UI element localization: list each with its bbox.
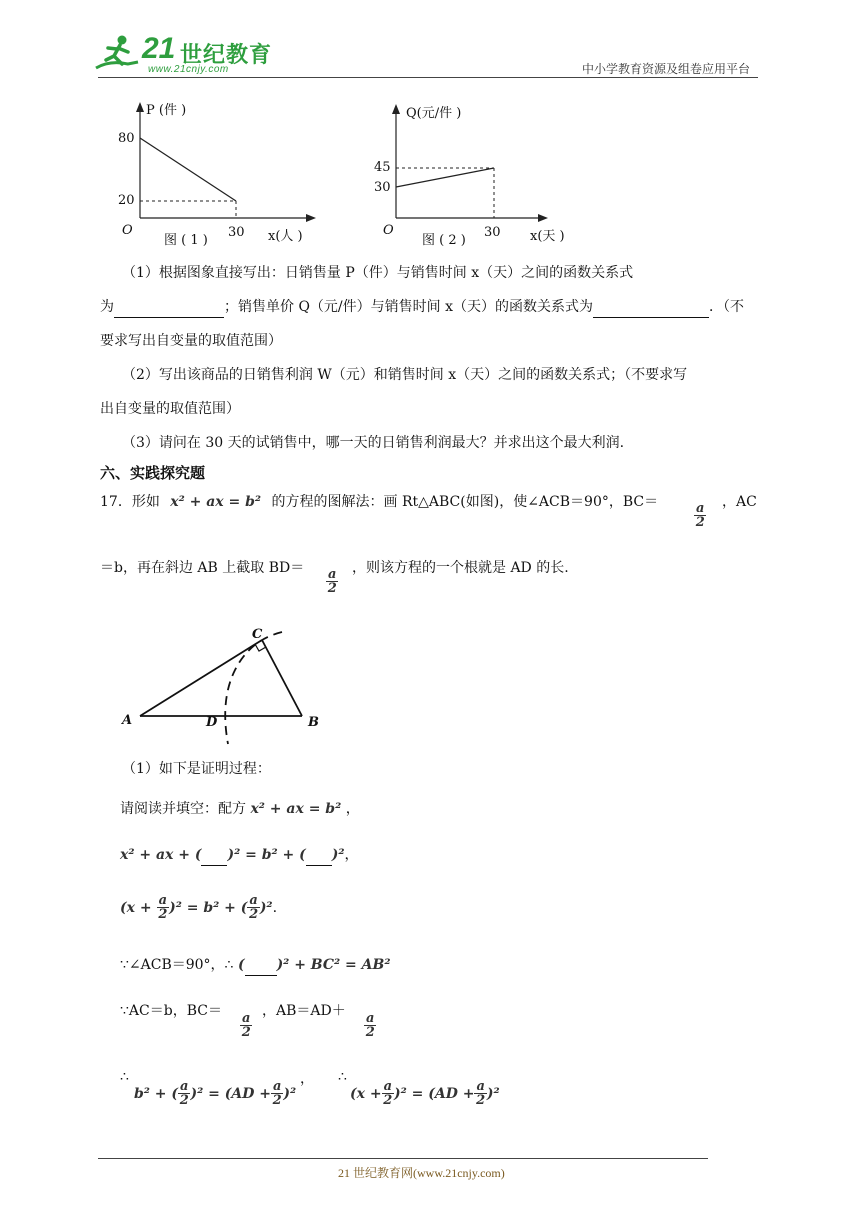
fig1-y-label: P (件 ) [146, 103, 187, 118]
fig2-caption: 图 ( 2 ) [422, 233, 466, 248]
logo-url: www.21cnjy.com [148, 64, 229, 75]
fig1-y-tick-80: 80 [118, 131, 135, 146]
fig1-y-tick-20: 20 [118, 193, 135, 208]
proof-step2: (x + $\frac{a}{2}$ )² = b² + ( $\frac{a}{2}$ )². [120, 893, 278, 922]
footer-site-link[interactable]: 21 世纪教育网(www.21cnjy.com) [338, 1166, 505, 1180]
p17-line1: 17．形如 x² + ax = b² 的方程的图解法：画 Rt△ABC(如图)，使∠ACB＝90°，BC＝ [100, 494, 659, 510]
fig1-caption: 图 ( 1 ) [164, 233, 208, 248]
answer-blank-q[interactable] [593, 301, 709, 318]
p17-line2b: ，则该方程的一个根就是 AD 的长. [352, 560, 569, 576]
point-d: D [206, 715, 218, 730]
proof-bc-fraction: $\frac{a}{2}$ [241, 1011, 251, 1040]
p17-equation: x² + ax = b² [170, 494, 262, 510]
logo-number: 21 [142, 32, 176, 65]
logo-text: 世纪教育 [180, 43, 273, 68]
q2-line2: 出自变量的取值范围） [100, 401, 240, 417]
fig2-y-label: Q(元/件 ) [406, 106, 462, 121]
blank-step1-left[interactable] [201, 851, 227, 866]
fig2-x-tick-30: 30 [484, 225, 501, 240]
vertex-c: C [252, 627, 263, 642]
p17-bd-fraction: $\frac{a}{2}$ [327, 567, 337, 596]
fig2-origin: O [383, 223, 394, 238]
q1-line1: （1）根据图象直接写出：日销售量 P（件）与销售时间 x（天）之间的函数关系式 [122, 265, 634, 281]
therefore-symbol-2: ∴ [338, 1069, 347, 1085]
therefore-eq2: (x + $\frac{a}{2}$ )² = (AD + $\frac{a}{2}$ )² [350, 1079, 500, 1108]
therefore-symbol-1: ∴ [120, 1069, 129, 1085]
therefore-separator: ， [300, 1071, 314, 1087]
fig2-y-tick-45: 45 [374, 160, 391, 175]
vertex-a: A [122, 713, 133, 728]
q3-line1: （3）请问在 30 天的试销售中，哪一天的日销售利润最大？并求出这个最大利润. [122, 435, 625, 451]
proof-intro: （1）如下是证明过程： [122, 761, 271, 777]
proof-base-equation: x² + ax = b² [250, 801, 342, 817]
fig2-x-label: x(天 ) [530, 229, 565, 244]
fig1-x-tick-30: 30 [228, 225, 245, 240]
proof-because2b: ，AB＝AD＋ [262, 1003, 346, 1019]
p17-bc-fraction: $\frac{a}{2}$ [695, 501, 705, 530]
fig1-x-label: x(人 ) [268, 229, 303, 244]
answer-blank-p[interactable] [114, 301, 224, 318]
blank-because1[interactable] [245, 961, 277, 976]
q1-line3: 要求写出自变量的取值范围） [100, 333, 282, 349]
p17-line2a: ＝b，再在斜边 AB 上截取 BD＝ [100, 560, 305, 576]
header-divider [98, 77, 758, 78]
proof-because2a: ∵AC＝b，BC＝ [120, 1003, 222, 1019]
proof-read-line: 请阅读并填空：配方 x² + ax = b² ， [120, 801, 360, 817]
fig1-origin: O [122, 223, 133, 238]
p17-line1-end: ，AC [722, 494, 757, 510]
fig2-y-tick-30: 30 [374, 180, 391, 195]
q2-line1: （2）写出该商品的日销售利润 W（元）和销售时间 x（天）之间的函数关系式；（不要求写 [122, 367, 688, 383]
proof-because1: ∵∠ACB＝90°，∴ ( )² + BC² = AB² [120, 954, 390, 976]
runner-logo-icon [92, 34, 142, 74]
proof-ad-fraction: $\frac{a}{2}$ [365, 1011, 375, 1040]
blank-step1-right[interactable] [306, 851, 332, 866]
q1-line2: 为 ；销售单价 Q（元/件）与销售时间 x（天）的函数关系式为 ．（不 [100, 296, 744, 318]
header-platform-text: 中小学教育资源及组卷应用平台 [582, 62, 751, 76]
therefore-eq1: b² + ( $\frac{a}{2}$ )² = (AD + $\frac{a}{2}$ )² [134, 1079, 297, 1108]
section-title: 六、实践探究题 [100, 464, 206, 482]
footer-divider [98, 1158, 708, 1159]
vertex-b: B [308, 715, 319, 730]
proof-step1: x² + ax + ( )² = b² + ( )²， [120, 844, 359, 866]
